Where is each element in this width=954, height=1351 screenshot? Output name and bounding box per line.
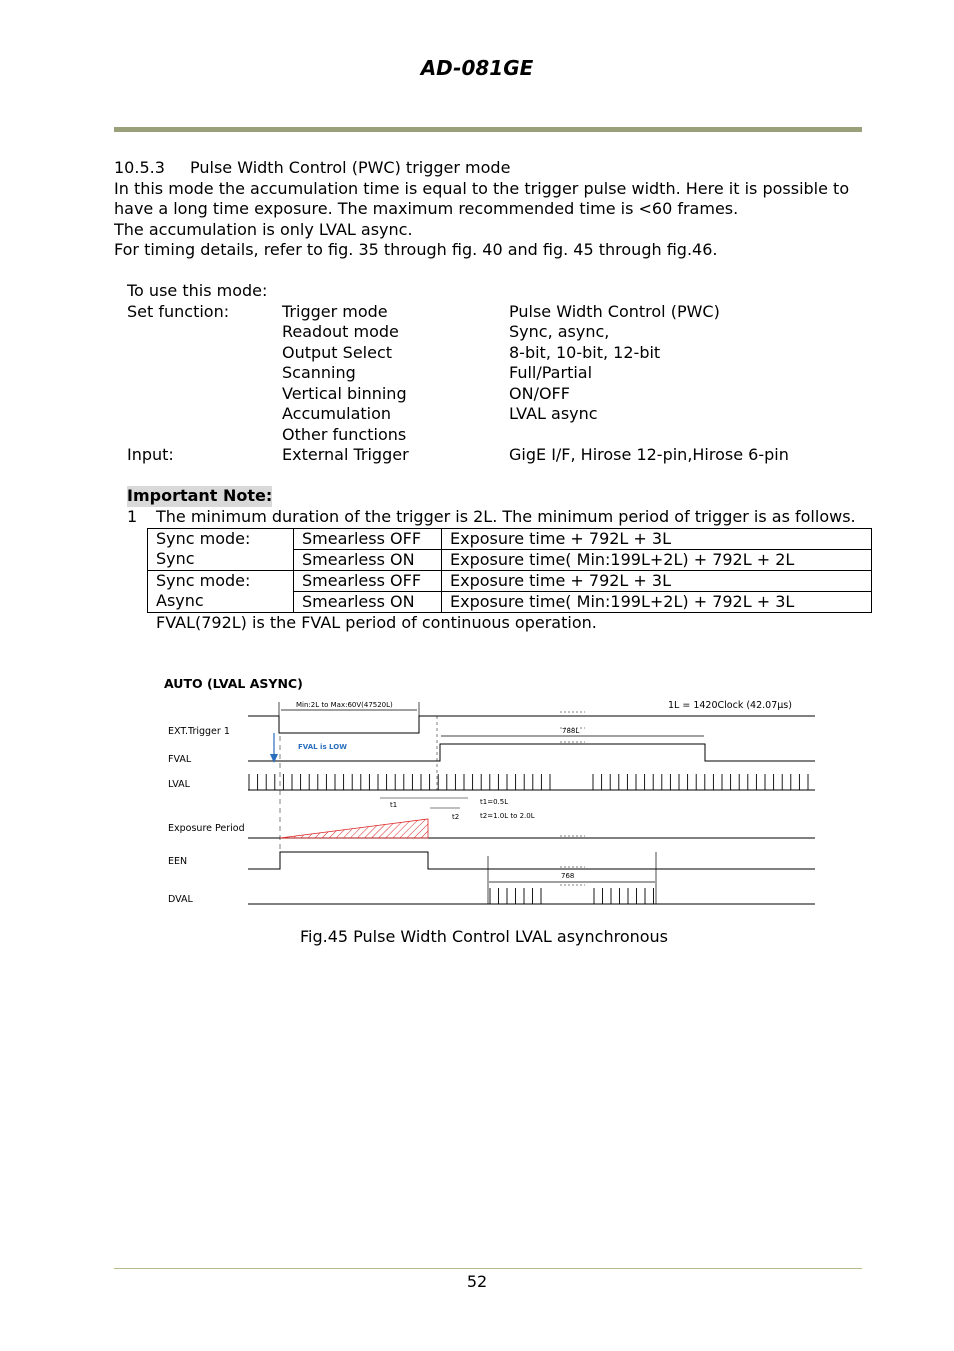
period-cell: Exposure time + 792L + 3L [442, 529, 872, 550]
smearless-cell: Smearless ON [294, 592, 442, 613]
period-cell: Exposure time + 792L + 3L [442, 571, 872, 592]
period-cell: Exposure time( Min:199L+2L) + 792L + 3L [442, 592, 872, 613]
dval-length-label: 768 [561, 872, 575, 880]
t1-value: t1=0.5L [480, 798, 509, 806]
function-value: LVAL async [509, 404, 598, 423]
section-number: 10.5.3 [114, 158, 165, 177]
footer-rule [114, 1268, 862, 1269]
signal-label-een: EEN [168, 856, 188, 867]
body-paragraph-line: For timing details, refer to fig. 35 through fig. 40 and fig. 45 through fig.46. [114, 240, 718, 259]
important-note-heading: Important Note: [127, 486, 273, 505]
document-header-title: AD-081GE [420, 56, 534, 80]
function-name: Other functions [282, 425, 407, 444]
function-value: Sync, async, [509, 322, 610, 341]
function-value: ON/OFF [509, 384, 570, 403]
signal-label-ext-trigger: EXT.Trigger 1 [168, 726, 230, 737]
signal-label-fval: FVAL [168, 754, 192, 765]
input-name: External Trigger [282, 445, 409, 464]
usage-intro: To use this mode: [127, 281, 268, 300]
function-value: Full/Partial [509, 363, 593, 382]
table-row [148, 571, 872, 592]
ext-trigger-waveform [248, 716, 815, 733]
trigger-period-table [147, 528, 872, 613]
table-row [148, 529, 872, 550]
input-label: Input: [127, 445, 174, 464]
dval-waveform [490, 888, 654, 904]
table-footnote: FVAL(792L) is the FVAL period of continuous operation. [156, 613, 597, 632]
fval-length-label: 788L [562, 727, 580, 735]
mode-line: Sync [156, 549, 195, 568]
function-name: Trigger mode [282, 302, 388, 321]
min-max-label: Min:2L to Max:60V(47520L) [296, 701, 393, 709]
function-value: 8-bit, 10-bit, 12-bit [509, 343, 661, 362]
header-rule [114, 127, 862, 132]
smearless-cell: Smearless OFF [294, 529, 442, 550]
body-paragraph-line: The accumulation is only LVAL async. [114, 220, 413, 239]
fval-low-label: FVAL is LOW [298, 743, 347, 751]
t2-label: t2 [452, 813, 460, 821]
mode-cell [148, 571, 294, 613]
smearless-cell: Smearless OFF [294, 571, 442, 592]
note-number: 1 [127, 507, 138, 526]
section-title: Pulse Width Control (PWC) trigger mode [190, 158, 511, 177]
body-paragraph-line: In this mode the accumulation time is equal to the trigger pulse width. Here it is possible to [114, 179, 850, 198]
lval-waveform [249, 774, 808, 790]
signal-label-exposure: Exposure Period [168, 823, 245, 834]
function-name: Vertical binning [282, 384, 407, 403]
trigger-arrow-head [270, 754, 278, 763]
body-paragraph-line: have a long time exposure. The maximum recommended time is <60 frames. [114, 199, 739, 218]
smearless-cell: Smearless ON [294, 550, 442, 571]
function-name: Readout mode [282, 322, 399, 341]
signal-label-lval: LVAL [168, 779, 190, 790]
t2-value: t2=1.0L to 2.0L [480, 812, 535, 820]
mode-line: Sync mode: [156, 571, 251, 590]
exposure-ramp [280, 819, 428, 838]
clock-note: 1L = 1420Clock (42.07μs) [668, 700, 792, 711]
mode-cell [148, 529, 294, 571]
diagram-title: AUTO (LVAL ASYNC) [164, 676, 303, 691]
page-number: 52 [466, 1272, 488, 1291]
figure-caption: Fig.45 Pulse Width Control LVAL asynchronous [300, 927, 669, 946]
mode-line: Sync mode: [156, 529, 251, 548]
een-waveform [248, 852, 815, 869]
timing-diagram [160, 668, 825, 916]
function-name: Scanning [282, 363, 356, 382]
signal-label-dval: DVAL [168, 894, 193, 905]
input-value: GigE I/F, Hirose 12-pin,Hirose 6-pin [509, 445, 789, 464]
mode-line: Async [156, 591, 204, 610]
set-function-label: Set function: [127, 302, 230, 321]
function-value: Pulse Width Control (PWC) [509, 302, 720, 321]
function-name: Output Select [282, 343, 393, 362]
note-text: The minimum duration of the trigger is 2L. The minimum period of trigger is as follows. [156, 507, 856, 526]
function-name: Accumulation [282, 404, 392, 423]
period-cell: Exposure time( Min:199L+2L) + 792L + 2L [442, 550, 872, 571]
t1-label: t1 [390, 801, 398, 809]
